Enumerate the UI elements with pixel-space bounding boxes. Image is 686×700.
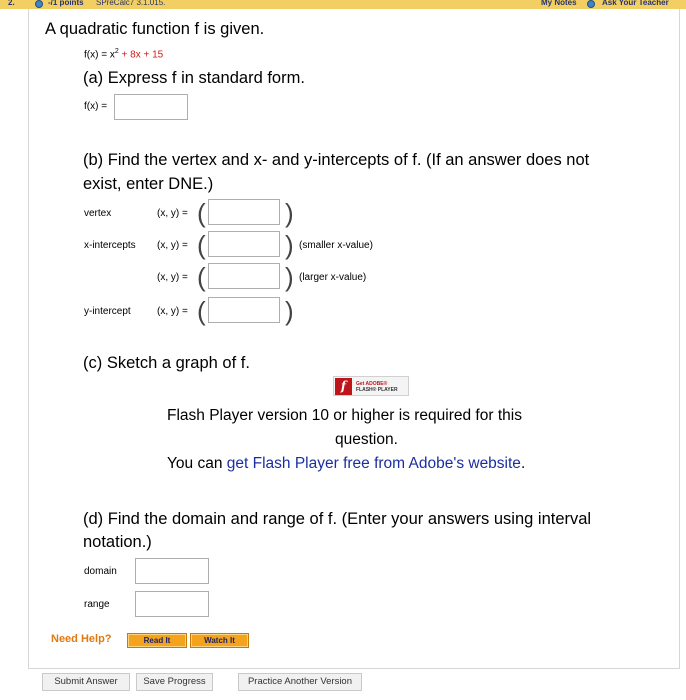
flash-required-line1: Flash Player version 10 or higher is required for this bbox=[167, 407, 522, 424]
x-intercept2-open-paren: ( bbox=[197, 262, 206, 292]
x-intercept1-xy-label: (x, y) = bbox=[157, 240, 188, 251]
x-intercept-smaller-input[interactable] bbox=[208, 231, 280, 257]
flash-logo-icon: f bbox=[335, 378, 352, 395]
watch-it-button[interactable]: Watch It bbox=[190, 633, 249, 648]
range-label: range bbox=[84, 599, 110, 610]
standard-form-input[interactable] bbox=[114, 94, 188, 120]
get-flash-player-link[interactable]: get Flash Player free from Adobe's website bbox=[226, 455, 521, 472]
flash-required-line2: question. bbox=[335, 431, 398, 448]
part-a-label: f(x) = bbox=[84, 101, 108, 112]
vertex-label: vertex bbox=[84, 208, 112, 219]
flash-get-line: You can get Flash Player free from Adobe's website. bbox=[167, 455, 526, 472]
x-intercept-larger-input[interactable] bbox=[208, 263, 280, 289]
flash-badge-line2: FLASH® PLAYER bbox=[356, 387, 398, 393]
range-input[interactable] bbox=[135, 591, 209, 617]
domain-label: domain bbox=[84, 566, 117, 577]
flash-badge-line1: Get ADOBE® bbox=[356, 381, 388, 387]
x-intercept2-xy-label: (x, y) = bbox=[157, 272, 188, 283]
y-intercept-close-paren: ) bbox=[285, 296, 294, 326]
x-intercept1-close-paren: ) bbox=[285, 230, 294, 260]
y-intercept-xy-label: (x, y) = bbox=[157, 306, 188, 317]
need-help-label: Need Help? bbox=[51, 633, 112, 645]
question-header-bar bbox=[0, 0, 686, 9]
domain-input[interactable] bbox=[135, 558, 209, 584]
smaller-x-note: (smaller x-value) bbox=[299, 240, 373, 251]
vertex-input[interactable] bbox=[208, 199, 280, 225]
my-notes-link[interactable]: My Notes bbox=[541, 0, 577, 7]
vertex-close-paren: ) bbox=[285, 198, 294, 228]
y-intercept-input[interactable] bbox=[208, 297, 280, 323]
practice-another-version-button[interactable]: Practice Another Version bbox=[238, 673, 362, 691]
question-intro: A quadratic function f is given. bbox=[45, 20, 265, 38]
function-definition: $f(x) = x^2 + 8x + 15$ bbox=[84, 48, 164, 61]
get-flash-player-badge[interactable] bbox=[333, 376, 409, 396]
y-intercept-open-paren: ( bbox=[197, 296, 206, 326]
y-intercept-label: y-intercept bbox=[84, 306, 131, 317]
read-it-button[interactable]: Read It bbox=[127, 633, 187, 648]
x-intercept2-close-paren: ) bbox=[285, 262, 294, 292]
vertex-open-paren: ( bbox=[197, 198, 206, 228]
x-intercepts-label: x-intercepts bbox=[84, 240, 136, 251]
part-c-prompt: (c) Sketch a graph of f. bbox=[83, 354, 250, 372]
larger-x-note: (larger x-value) bbox=[299, 272, 367, 283]
ask-teacher-link[interactable]: Ask Your Teacher bbox=[602, 0, 669, 7]
plus-icon bbox=[587, 0, 595, 8]
part-d-prompt-line1: (d) Find the domain and range of f. (Enter your answers using interval bbox=[83, 510, 592, 528]
part-a-prompt: (a) Express f in standard form. bbox=[83, 69, 305, 87]
x-intercept1-open-paren: ( bbox=[197, 230, 206, 260]
part-b-prompt-line1: (b) Find the vertex and x- and y-intercepts of f. (If an answer does not bbox=[83, 151, 590, 169]
submit-answer-button[interactable]: Submit Answer bbox=[42, 673, 130, 691]
part-b-prompt-line2: exist, enter DNE.) bbox=[83, 175, 214, 193]
points-label: -/1 points bbox=[48, 0, 84, 7]
problem-id: SPreCalc7 3.1.015. bbox=[96, 0, 166, 7]
save-progress-button[interactable]: Save Progress bbox=[136, 673, 213, 691]
expand-icon[interactable] bbox=[35, 0, 43, 8]
vertex-xy-label: (x, y) = bbox=[157, 208, 188, 219]
part-d-prompt-line2: notation.) bbox=[83, 533, 152, 551]
question-number: 2. bbox=[8, 0, 15, 7]
